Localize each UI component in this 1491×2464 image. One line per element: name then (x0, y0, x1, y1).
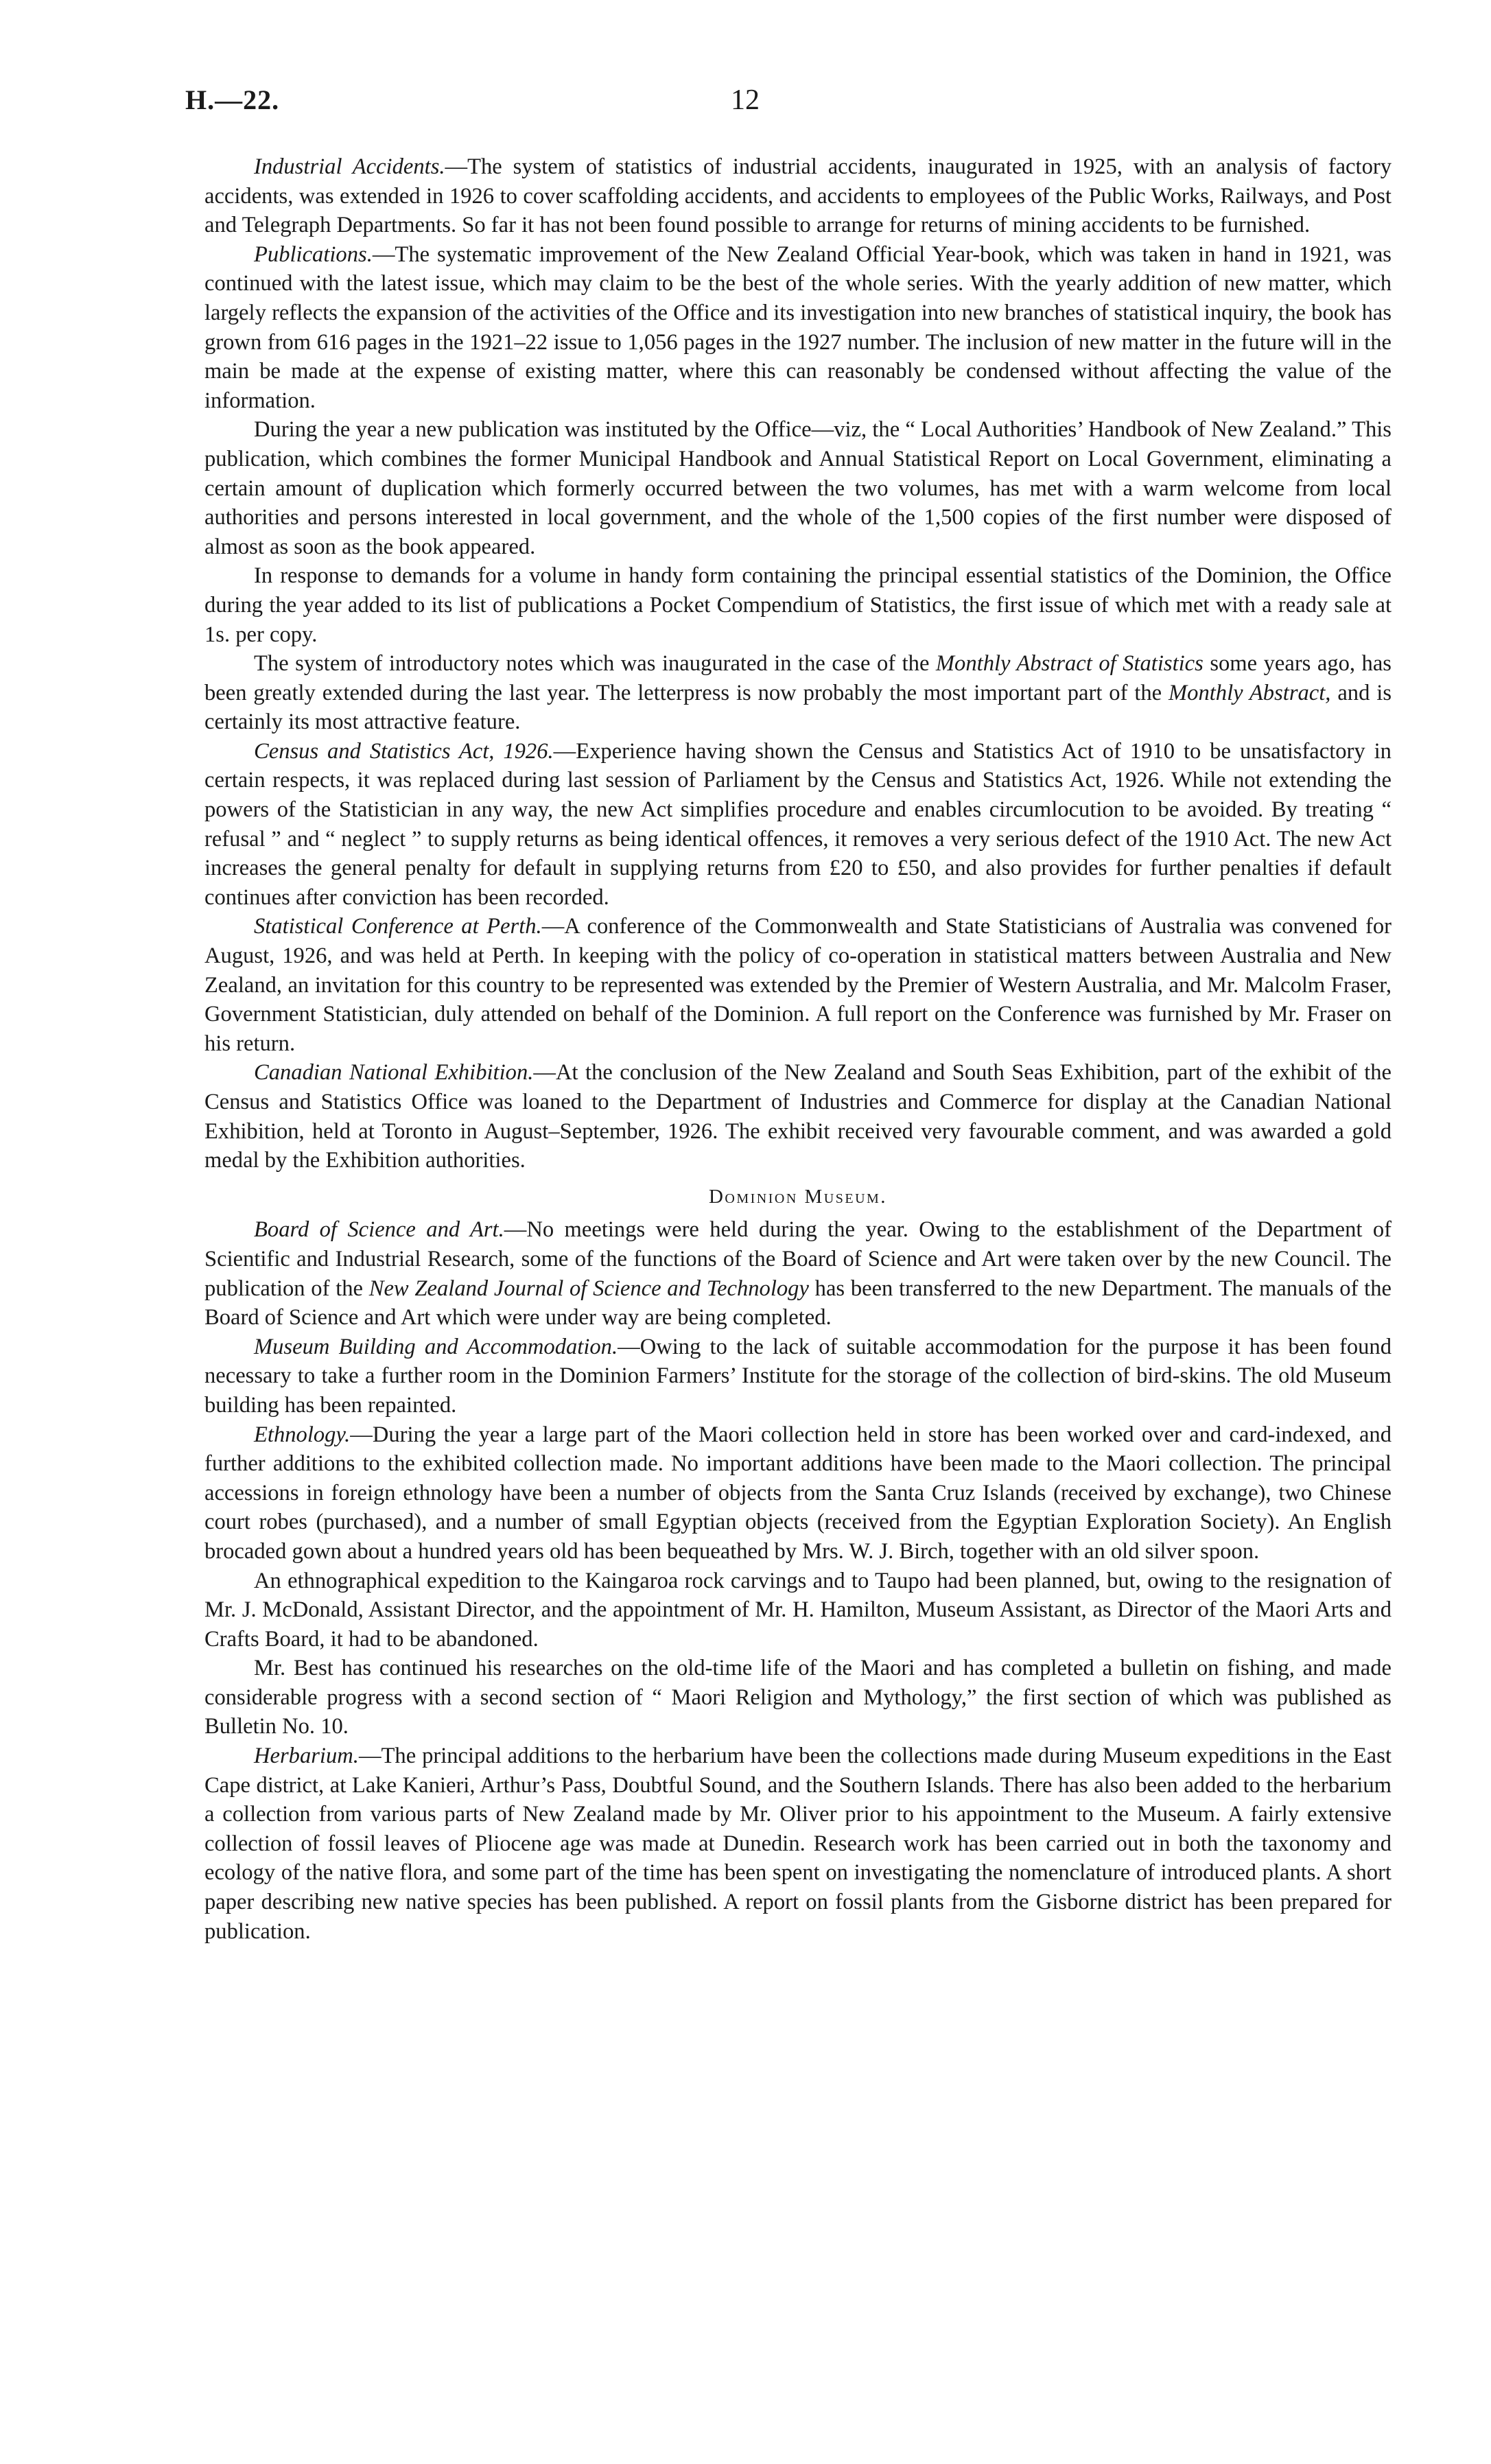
paragraph-heading: Ethnology. (254, 1422, 351, 1447)
paragraph-text: In response to demands for a volume in handy form containing the principal essential statistics of the Dominion, the Office during the year added to its list of publications a Pocket Compendium of Statistics, the first issue of which met with a ready sale at 1s. per copy. (204, 563, 1392, 647)
paragraph-ethnographical-expedition (204, 1567, 1392, 1654)
publication-title: Monthly Abstract of Statistics (935, 651, 1204, 677)
paragraph-text: —The systematic improvement of the New Zealand Official Year-book, which was taken in hand in 1921, was continued with the latest issue, which may claim to be the best of the whole series. With the yearly addition of new matter, which largely reflects the expansion of the activities of the Office and its investigation into new branches of statistical inquiry, the book has grown from 616 pages in the 1921–22 issue to 1,056 pages in the 1927 number. The inclusion of new matter in the future will in the main be made at the expense of existing matter, where this can reasonably be condensed without affecting the value of the information. (204, 242, 1392, 413)
paragraph-pocket-compendium (204, 561, 1392, 649)
paragraph-herbarium (204, 1741, 1392, 1946)
paragraph-text: An ethnographical expedition to the Kaingaroa rock carvings and to Taupo had been planned, but, owing to the resignation of Mr. J. McDonald, Assistant Director, and the appointment of Mr. H. Hamilton, Museum Assistant, as Director of the Maori Arts and Crafts Board, it had to be abandoned. (204, 1568, 1392, 1652)
paragraph-heading: Canadian National Exhibition. (254, 1060, 534, 1086)
paragraph-text: has been transferred to the new Department. The manuals of the Board of Science and Art which were under way are being completed. (204, 1276, 1392, 1330)
paragraph-heading: Herbarium. (254, 1744, 359, 1769)
paragraph-local-authorities-handbook (204, 415, 1392, 561)
paragraph-heading: Industrial Accidents. (254, 154, 445, 179)
paragraph-heading: Museum Building and Accommodation. (254, 1334, 618, 1359)
publication-title: Monthly Abstract, (1169, 680, 1331, 705)
paragraph-canadian-exhibition (204, 1058, 1392, 1175)
paragraph-text: —At the conclusion of the New Zealand and South Seas Exhibition, part of the exhibit of the Census and Statistics Office was loaned to the Department of Industries and Commerce for display at the Canadian National Exhibition, held at Toronto in August–September, 1926. The exhibit received very favourable comment, and was awarded a gold medal by the Exhibition authorities. (204, 1060, 1392, 1173)
paragraph-heading: Publications. (254, 242, 373, 267)
paragraph-mr-best-research (204, 1654, 1392, 1741)
document-body (204, 152, 1392, 1946)
paragraph-ethnology (204, 1420, 1392, 1567)
paragraph-perth-conference (204, 912, 1392, 1058)
paragraph-text: —Experience having shown the Census and Statistics Act of 1910 to be unsatisfactory in certain respects, it was replaced during last session of Parliament by the Census and Statistics Act, 1926. While not extending the powers of the Statistician in any way, the new Act simplifies procedure and enables circumlocution to be avoided. By treating “ refusal ” and “ neglect ” to supply returns as being identical offences, it removes a very serious defect of the 1910 Act. The new Act increases the general penalty for default in supplying returns from £20 to £50, and also provides for further penalties if default continues after conviction has been recorded. (204, 738, 1392, 910)
page-number: 12 (731, 84, 760, 116)
paragraph-introductory-notes (204, 649, 1392, 737)
paragraph-text: —The system of statistics of industrial accidents, inaugurated in 1925, with an analysis of factory accidents, was extended in 1926 to cover scaffolding accidents, and accidents to employees of the Public Works, Railways, and Post and Telegraph Departments. So far it has not been found possible to arrange for returns of mining accidents to be furnished. (204, 154, 1392, 238)
paragraph-text: Mr. Best has continued his researches on the old-time life of the Maori and has completed a bulletin on fishing, and made considerable progress with a second section of “ Maori Religion and Mythology,” the first section of which was published as Bulletin No. 10. (204, 1656, 1392, 1739)
paragraph-text: and is certainly its most attractive feature. (204, 680, 1392, 735)
paragraph-text: —Owing to the lack of suitable accommodation for the purpose it has been found necessary to take a further room in the Dominion Farmers’ Institute for the storage of the collection of bird-skins. The old Museum building has been repainted. (204, 1334, 1392, 1418)
paragraph-text: —During the year a large part of the Maori collection held in store has been worked over and card-indexed, and further additions to the exhibited collection made. No important additions have been made to the Maori collection. The principal accessions in foreign ethnology have been a number of objects from the Santa Cruz Islands (received by exchange), two Chinese court robes (purchased), and a number of small Egyptian objects (received from the Egyptian Exploration Society). An English brocaded gown about a hundred years old has been bequeathed by Mrs. W. J. Birch, together with an old silver spoon. (204, 1422, 1392, 1564)
paragraph-publications (204, 240, 1392, 416)
paragraph-museum-building (204, 1333, 1392, 1420)
paragraph-heading: Census and Statistics Act, 1926. (254, 738, 554, 764)
paragraph-text: —No meetings were held during the year. Owing to the establishment of the Department of Scientific and Industrial Research, some of the functions of the Board of Science and Art were taken over by the new Council. The publication of the (204, 1217, 1392, 1301)
publication-title: New Zealand Journal of Science and Technology (368, 1276, 809, 1301)
paragraph-board-of-science (204, 1215, 1392, 1332)
document-code: H.—22. (185, 84, 280, 115)
paragraph-text: The system of introductory notes which was inaugurated in the case of the (254, 651, 936, 677)
paragraph-text: —A conference of the Commonwealth and State Statisticians of Australia was convened for August, 1926, and was held at Perth. In keeping with the policy of co-operation in statistical matters between Australia and New Zealand, an invitation for this country to be represented was extended by the Premier of Western Australia, and Mr. Malcolm Fraser, Government Statistician, duly attended on behalf of the Dominion. A full report on the Conference was furnished by Mr. Fraser on his return. (204, 914, 1392, 1056)
paragraph-heading: Statistical Conference at Perth. (254, 914, 542, 939)
paragraph-text: During the year a new publication was instituted by the Office—viz, the “ Local Authorities’ Handbook of New Zealand.” This publication, which combines the former Municipal Handbook and Annual Statistical Report on Local Government, eliminating a certain amount of duplication which formerly occurred between the two volumes, has met with a warm welcome from local authorities and persons interested in local government, and the whole of the 1,500 copies of the first number were disposed of almost as soon as the book appeared. (204, 417, 1392, 559)
paragraph-heading: Board of Science and Art. (254, 1217, 504, 1243)
paragraph-text: some years ago, has been greatly extended during the last year. The letterpress is now probably the most important part of the (204, 651, 1392, 705)
section-title: Dominion Museum. (708, 1185, 888, 1208)
page-header (0, 84, 1491, 132)
paragraph-text: —The principal additions to the herbarium have been the collections made during Museum expeditions in the East Cape district, at Lake Kanieri, Arthur’s Pass, Doubtful Sound, and the Southern Islands. There has also been added to the herbarium a collection from various parts of New Zealand made by Mr. Oliver prior to his appointment to the Museum. A fairly extensive collection of fossil leaves of Pliocene age was made at Dunedin. Research work has been carried out in both the taxonomy and ecology of the native flora, and some part of the time has been spent on investigating the nomenclature of introduced plants. A short paper describing new native species has been published. A report on fossil plants from the Gisborne district has been prepared for publication. (204, 1744, 1392, 1944)
paragraph-industrial-accidents (204, 152, 1392, 240)
paragraph-census-act (204, 737, 1392, 913)
